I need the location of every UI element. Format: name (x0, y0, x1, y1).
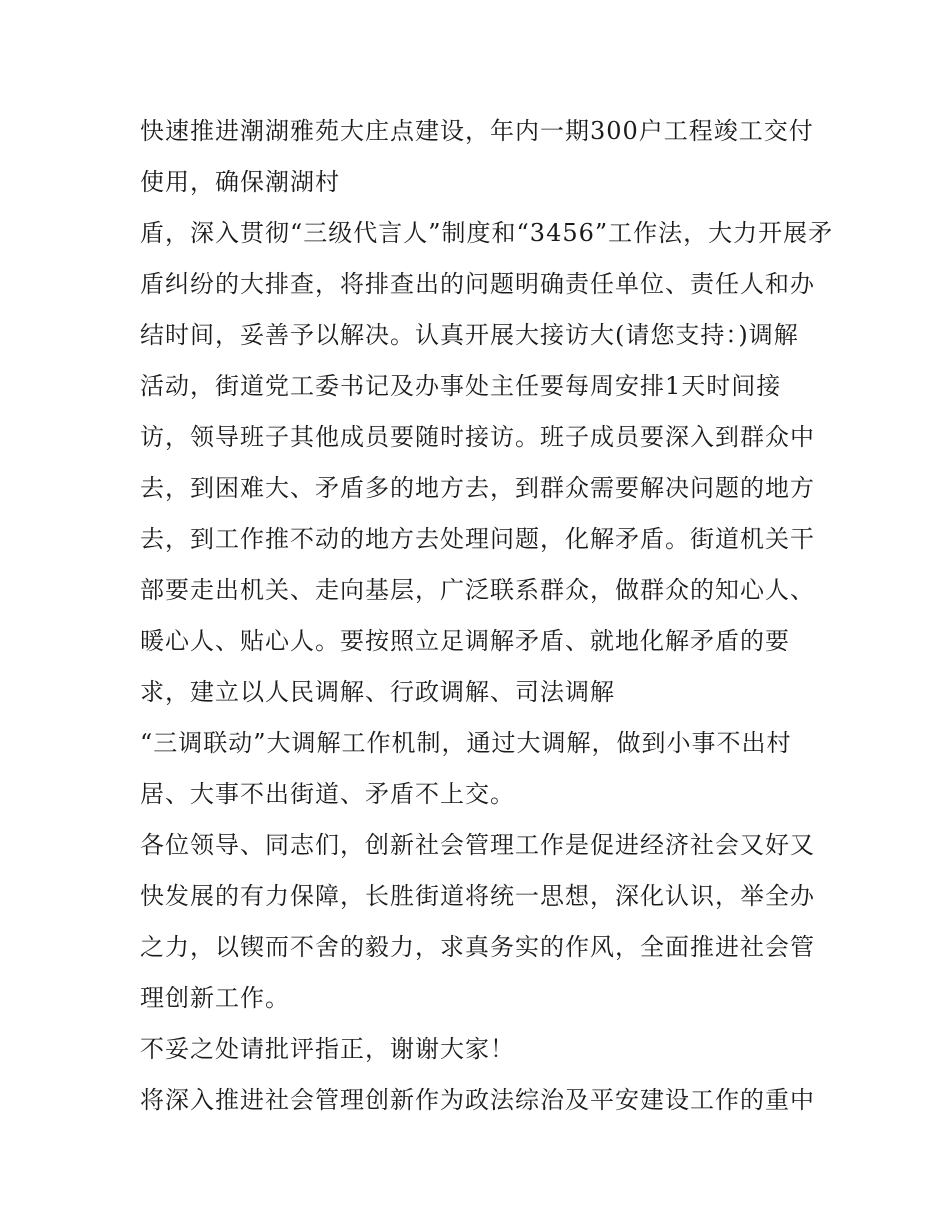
text-line: 之力，以锲而不舍的毅力，求真务实的作风，全面推进社会管 (140, 933, 815, 961)
text-line: 使用，确保潮湖村 (140, 168, 340, 196)
text-line: 居、大事不出街道、矛盾不上交。 (140, 780, 515, 808)
text-line: 结时间，妥善予以解决。认真开展大接访大(请您支持：)调解 (140, 321, 799, 349)
text-line: 去，到困难大、矛盾多的地方去，到群众需要解决问题的地方 (140, 474, 815, 502)
text-line: 将深入推进社会管理创新作为政法综治及平安建设工作的重中 (140, 1086, 815, 1114)
text-line: 盾，深入贯彻“三级代言人”制度和“3456”工作法，大力开展矛 (140, 219, 834, 247)
text-line: 暖心人、贴心人。要按照立足调解矛盾、就地化解矛盾的要 (140, 627, 790, 655)
text-line: 活动，街道党工委书记及办事处主任要每周安排1天时间接 (140, 372, 782, 400)
text-line: 访，领导班子其他成员要随时接访。班子成员要深入到群众中 (140, 423, 815, 451)
text-line: 不妥之处请批评指正，谢谢大家！ (140, 1035, 515, 1063)
text-line: 快发展的有力保障，长胜街道将统一思想，深化认识，举全办 (140, 882, 815, 910)
text-line: 部要走出机关、走向基层，广泛联系群众，做群众的知心人、 (140, 576, 815, 604)
text-line: “三调联动”大调解工作机制，通过大调解，做到小事不出村 (140, 729, 792, 757)
text-line: 去，到工作推不动的地方去处理问题，化解矛盾。街道机关干 (140, 525, 815, 553)
text-line: 理创新工作。 (140, 984, 290, 1012)
text-line: 各位领导、同志们，创新社会管理工作是促进经济社会又好又 (140, 831, 815, 859)
text-line: 求，建立以人民调解、行政调解、司法调解 (140, 678, 615, 706)
text-line: 盾纠纷的大排查，将排查出的问题明确责任单位、责任人和办 (140, 270, 815, 298)
document-body (140, 106, 834, 1126)
text-line: 快速推进潮湖雅苑大庄点建设，年内一期300户工程竣工交付 (140, 117, 814, 145)
